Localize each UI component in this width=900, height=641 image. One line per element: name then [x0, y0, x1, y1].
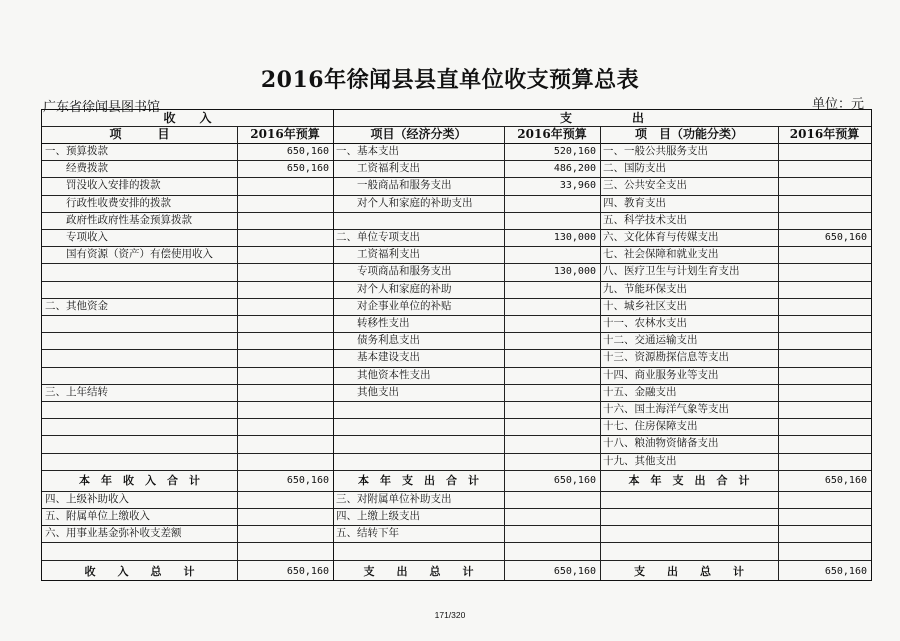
budget-table	[41, 109, 872, 581]
budget-cell: 650,160	[286, 565, 329, 577]
budget-cell: 33,960	[559, 180, 596, 192]
item-cell: 三、上年结转	[45, 385, 108, 398]
item-cell: 五、结转下年	[336, 527, 399, 540]
budget-cell: 520,160	[553, 146, 596, 157]
item-cell: 九、节能环保支出	[603, 282, 687, 295]
page-number: 171/320	[434, 610, 466, 620]
item-cell: 政府性政府性基金预算拨款	[45, 213, 192, 226]
item-cell: 四、教育支出	[603, 196, 666, 209]
item-cell: 行政性收费安排的拨款	[45, 196, 171, 209]
item-cell: 罚没收入安排的拨款	[45, 179, 161, 192]
expense-header: 支 出	[559, 111, 644, 125]
item-cell: 十、城乡社区支出	[603, 299, 687, 312]
budget-cell: 486,200	[553, 163, 596, 175]
item-cell: 对个人和家庭的补助	[336, 282, 452, 295]
item-cell: 四、上缴上级支出	[336, 510, 420, 522]
item-cell: 五、附属单位上缴收入	[45, 510, 150, 522]
item-cell: 转移性支出	[336, 317, 410, 329]
column-header-econ: 项目（经济分类）	[370, 127, 467, 141]
item-cell: 十四、商业服务业等支出	[603, 368, 719, 381]
budget-cell: 650,160	[553, 565, 596, 577]
item-cell: 三、对附属单位补助支出	[336, 492, 452, 505]
item-cell: 七、社会保障和就业支出	[603, 248, 719, 261]
item-cell: 专项收入	[45, 231, 108, 243]
item-cell: 工资福利支出	[336, 248, 420, 261]
budget-cell: 650,160	[553, 474, 596, 486]
column-divider	[237, 126, 238, 580]
item-cell: 收 入 总 计	[84, 564, 195, 578]
item-cell: 本 年 收 入 合 计	[79, 473, 200, 487]
column-header-item: 项 目	[109, 127, 170, 141]
item-cell: 其他支出	[336, 385, 399, 398]
column-header-budget1: 2016年预算	[250, 127, 320, 141]
item-cell: 本 年 支 出 合 计	[358, 473, 479, 487]
item-cell: 二、单位专项支出	[336, 231, 420, 243]
item-cell: 五、科学技术支出	[603, 213, 687, 226]
budget-cell: 650,160	[286, 474, 329, 486]
unit-label: 单位：元	[812, 97, 865, 112]
item-cell: 一、一般公共服务支出	[603, 145, 708, 157]
section-divider	[333, 110, 334, 580]
column-header-budget2: 2016年预算	[517, 127, 587, 141]
item-cell: 一般商品和服务支出	[336, 179, 452, 192]
item-cell: 经费拨款	[45, 162, 108, 175]
item-cell: 基本建设支出	[336, 351, 420, 364]
budget-cell: 650,160	[286, 163, 329, 175]
item-cell: 支 出 总 计	[634, 564, 744, 578]
item-cell: 一、预算拨款	[45, 145, 108, 157]
budget-cell: 130,000	[553, 232, 596, 243]
item-cell: 十三、资源勘探信息等支出	[603, 351, 729, 364]
item-cell: 本 年 支 出 合 计	[628, 473, 750, 487]
item-cell: 债务利息支出	[336, 334, 420, 347]
item-cell: 二、其他资金	[45, 299, 108, 312]
item-cell: 十七、住房保障支出	[603, 420, 698, 433]
item-cell: 十六、国土海洋气象等支出	[603, 403, 729, 415]
column-divider	[504, 126, 505, 580]
organization-name: 广东省徐闻县图书馆	[43, 100, 161, 115]
budget-cell: 650,160	[824, 232, 867, 243]
row-divider	[42, 542, 871, 543]
item-cell: 十一、农林水支出	[603, 317, 687, 329]
item-cell: 十八、粮油物资储备支出	[603, 437, 719, 450]
column-header-budget3: 2016年预算	[789, 127, 860, 141]
item-cell: 十九、其他支出	[603, 454, 677, 467]
budget-cell: 650,160	[824, 474, 867, 486]
item-cell: 十五、金融支出	[603, 385, 677, 398]
column-header-func: 项 目（功能分类）	[634, 127, 743, 141]
item-cell: 支 出 总 计	[363, 564, 474, 578]
item-cell: 工资福利支出	[336, 162, 420, 175]
budget-cell: 650,160	[824, 565, 867, 577]
item-cell: 三、公共安全支出	[603, 179, 687, 192]
item-cell: 对企事业单位的补贴	[336, 299, 452, 312]
item-cell: 二、国防支出	[603, 162, 666, 175]
item-cell: 六、文化体育与传媒支出	[603, 231, 719, 243]
page-title: 2016年徐闻县县直单位收支预算总表	[260, 67, 640, 93]
item-cell: 国有资源（资产）有偿使用收入	[45, 248, 213, 261]
item-cell: 八、医疗卫生与计划生育支出	[603, 265, 740, 278]
budget-cell: 650,160	[286, 146, 329, 157]
item-cell: 十二、交通运输支出	[603, 334, 698, 347]
item-cell: 对个人和家庭的补助支出	[336, 196, 473, 209]
column-divider	[778, 126, 779, 580]
item-cell: 专项商品和服务支出	[336, 265, 452, 278]
income-header: 收 入	[163, 111, 212, 125]
item-cell: 一、基本支出	[336, 145, 399, 157]
item-cell: 其他资本性支出	[336, 368, 431, 381]
item-cell: 四、上级补助收入	[45, 492, 129, 505]
budget-cell: 130,000	[553, 266, 596, 278]
column-divider	[600, 126, 601, 580]
item-cell: 六、用事业基金弥补收支差额	[45, 527, 182, 540]
